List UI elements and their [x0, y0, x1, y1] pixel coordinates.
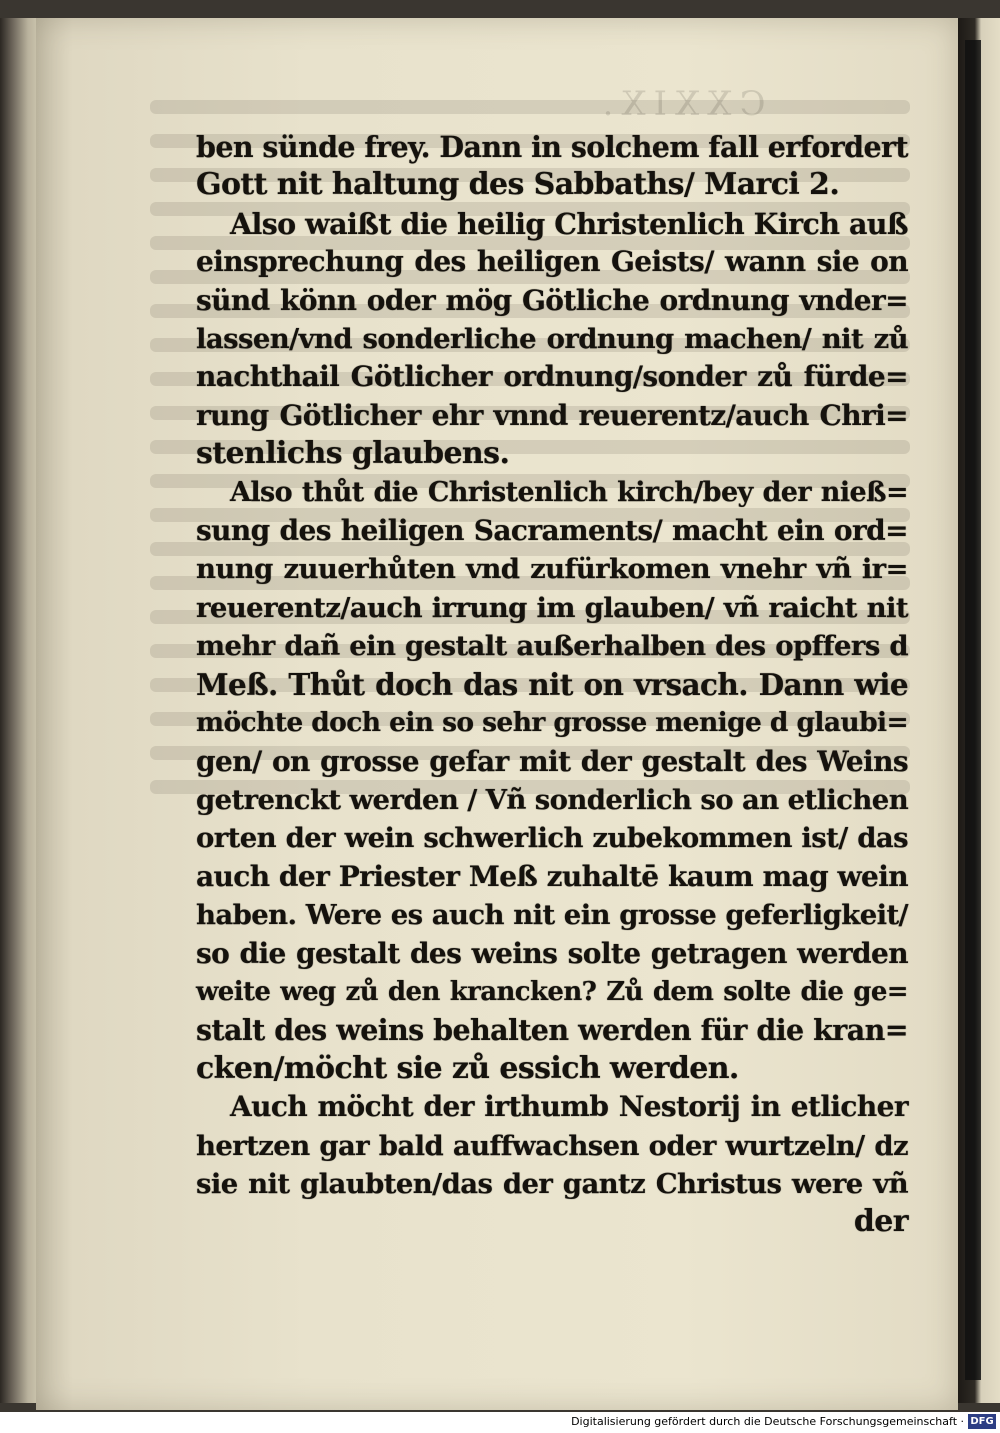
text-line: möchte doch ein so sehr grosse menige d glaubi=: [196, 707, 909, 739]
left-book-edge: [0, 18, 40, 1403]
text-line: lassen/vnd sonderliche ordnung machen/ nit zů: [196, 323, 908, 356]
text-line: mehr dañ ein gestalt außerhalben des opffers d: [196, 630, 908, 663]
text-line: haben. Were es auch nit ein grosse geferligkeit/: [196, 899, 908, 932]
running-head-bleed: CXXIX.: [594, 84, 766, 124]
text-line: auch der Priester Meß zuhaltē kaum mag wein: [196, 859, 908, 893]
text-line: cken/möcht sie zů essich werden.: [196, 1050, 739, 1086]
text-line: orten der wein schwerlich zubekommen ist/ das: [196, 822, 908, 855]
catchword: der: [853, 1204, 908, 1240]
text-line: gen/ on grosse gefar mit der gestalt des Weins: [196, 744, 908, 778]
text-line: so die gestalt des weins solte getragen werden: [196, 936, 908, 970]
text-line: getrenckt werden / Vñ sonderlich so an etlichen: [196, 783, 909, 816]
text-line: nung zuuerhůten vnd zufürkomen vnehr vñ ir=: [196, 553, 908, 586]
text-line: Gott nit haltung des Sabbaths/ Marci 2.: [196, 167, 840, 203]
text-line: Also waißt die heilig Christenlich Kirch auß: [230, 206, 908, 241]
text-line: ben sünde frey. Dann in solchem fall erfordert: [196, 130, 908, 164]
text-line: stenlichs glaubens.: [196, 436, 510, 472]
text-line: Meß. Thůt doch das nit on vrsach. Dann wie: [196, 666, 908, 702]
text-line: Also thůt die Christenlich kirch/bey der nieß=: [230, 476, 908, 508]
text-line: sung des heiligen Sacraments/ macht ein ord=: [196, 514, 908, 548]
text-line: sünd könn oder mög Götliche ordnung vnder=: [196, 283, 908, 317]
text-line: stalt des weins behalten werden für die kran=: [196, 1013, 908, 1048]
dfg-logo: DFG: [968, 1414, 996, 1429]
color-calibration-strip: [965, 40, 981, 1380]
text-line: Auch möcht der irthumb Nestorij in etlicher: [230, 1090, 908, 1124]
text-line: nachthail Götlicher ordnung/sonder zů fürde=: [196, 360, 908, 394]
text-line: einsprechung des heiligen Geists/ wann sie on: [196, 245, 908, 279]
text-line: rung Götlicher ehr vnnd reuerentz/auch Chri=: [196, 398, 908, 432]
text-block: [196, 128, 908, 1242]
funding-credit: Digitalisierung gefördert durch die Deutsche Forschungsgemeinschaft ·: [571, 1415, 964, 1428]
digitization-footer: [0, 1412, 1000, 1433]
text-line: weite weg zů den krancken? Zů dem solte die ge=: [196, 976, 908, 1007]
text-line: reuerentz/auch irrung im glauben/ vñ raicht nit: [196, 591, 908, 624]
text-line: hertzen gar bald auffwachsen oder wurtzeln/ dz: [196, 1129, 908, 1162]
text-line: sie nit glaubten/das der gantz Christus were vñ: [196, 1167, 908, 1200]
